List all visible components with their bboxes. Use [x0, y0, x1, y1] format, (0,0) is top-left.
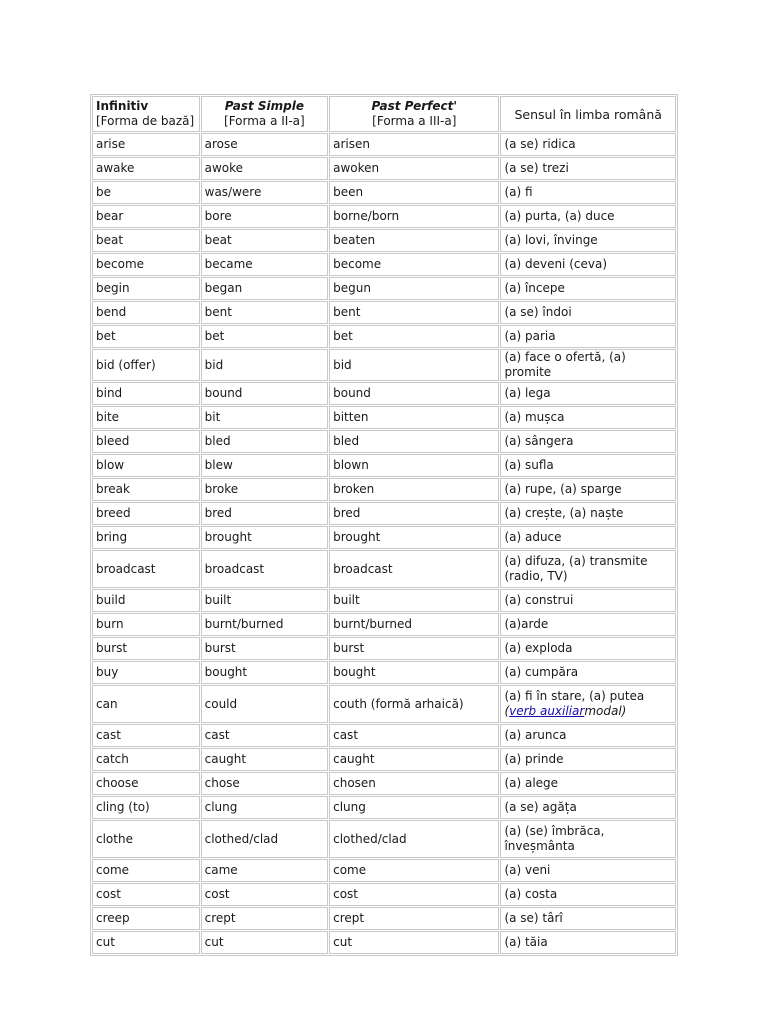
cell-infinitive: arise — [92, 133, 200, 156]
header-past-simple-subtitle: [Forma a II-a] — [224, 114, 305, 128]
header-past-perfect-title: Past Perfect' — [371, 99, 458, 113]
cell-past-simple: brought — [201, 526, 328, 549]
cell-infinitive: cast — [92, 724, 200, 747]
cell-romanian-open-paren: ( — [504, 704, 510, 718]
cell-infinitive: creep — [92, 907, 200, 930]
cell-past-perfect: caught — [329, 748, 499, 771]
cell-past-perfect: bought — [329, 661, 499, 684]
cell-past-perfect: broadcast — [329, 550, 499, 588]
cell-past-perfect: bred — [329, 502, 499, 525]
cell-infinitive: beat — [92, 229, 200, 252]
table-row — [92, 478, 676, 501]
cell-romanian: (a) prinde — [500, 748, 676, 771]
cell-past-perfect: come — [329, 859, 499, 882]
table-row — [92, 430, 676, 453]
cell-romanian: (a se) ridica — [500, 133, 676, 156]
cell-infinitive: can — [92, 685, 200, 723]
cell-past-simple: broke — [201, 478, 328, 501]
cell-past-perfect: bitten — [329, 406, 499, 429]
cell-infinitive: broadcast — [92, 550, 200, 588]
cell-past-simple: bound — [201, 382, 328, 405]
table-row — [92, 157, 676, 180]
cell-infinitive: bleed — [92, 430, 200, 453]
table-row — [92, 454, 676, 477]
table-row — [92, 277, 676, 300]
verb-auxiliar-link[interactable]: verb auxiliar — [509, 704, 585, 718]
table-row — [92, 859, 676, 882]
table-row — [92, 772, 676, 795]
cell-past-perfect: crept — [329, 907, 499, 930]
cell-infinitive: be — [92, 181, 200, 204]
header-infinitive-title: Infinitiv — [96, 99, 149, 113]
cell-romanian-suffix: modal) — [584, 704, 627, 718]
cell-past-perfect: burnt/burned — [329, 613, 499, 636]
table-row — [92, 406, 676, 429]
cell-past-perfect: broken — [329, 478, 499, 501]
cell-infinitive: bid (offer) — [92, 349, 200, 381]
cell-infinitive: clothe — [92, 820, 200, 858]
cell-romanian: (a) purta, (a) duce — [500, 205, 676, 228]
cell-past-perfect: blown — [329, 454, 499, 477]
cell-romanian: (a) fi — [500, 181, 676, 204]
cell-romanian: (a) lovi, învinge — [500, 229, 676, 252]
table-row — [92, 820, 676, 858]
cell-romanian: (a) exploda — [500, 637, 676, 660]
cell-past-simple: came — [201, 859, 328, 882]
cell-romanian: (a)arde — [500, 613, 676, 636]
cell-past-simple: began — [201, 277, 328, 300]
cell-romanian: (a se) târî — [500, 907, 676, 930]
cell-infinitive: bet — [92, 325, 200, 348]
cell-past-simple: beat — [201, 229, 328, 252]
cell-past-perfect: bent — [329, 301, 499, 324]
table-row — [92, 883, 676, 906]
table-row — [92, 550, 676, 588]
cell-infinitive: bite — [92, 406, 200, 429]
cell-past-simple: was/were — [201, 181, 328, 204]
cell-past-perfect: clung — [329, 796, 499, 819]
cell-past-simple: bled — [201, 430, 328, 453]
cell-past-simple: bore — [201, 205, 328, 228]
table-row — [92, 325, 676, 348]
cell-infinitive: bear — [92, 205, 200, 228]
cell-infinitive: break — [92, 478, 200, 501]
cell-romanian: (a) veni — [500, 859, 676, 882]
table-row — [92, 931, 676, 954]
table-row — [92, 253, 676, 276]
cell-past-simple: broadcast — [201, 550, 328, 588]
cell-past-perfect: arisen — [329, 133, 499, 156]
header-infinitive-subtitle: [Forma de bază] — [96, 114, 195, 128]
cell-romanian: (a) aduce — [500, 526, 676, 549]
cell-infinitive: buy — [92, 661, 200, 684]
cell-infinitive: build — [92, 589, 200, 612]
irregular-verbs-table — [90, 94, 678, 956]
cell-past-simple: cast — [201, 724, 328, 747]
cell-past-perfect: borne/born — [329, 205, 499, 228]
cell-past-simple: cost — [201, 883, 328, 906]
cell-infinitive: bind — [92, 382, 200, 405]
cell-past-simple: bid — [201, 349, 328, 381]
cell-past-perfect: beaten — [329, 229, 499, 252]
cell-past-perfect: bet — [329, 325, 499, 348]
cell-past-perfect: cost — [329, 883, 499, 906]
table-row — [92, 907, 676, 930]
header-past-perfect — [329, 96, 499, 132]
table-row — [92, 301, 676, 324]
cell-romanian: (a) lega — [500, 382, 676, 405]
cell-infinitive: burst — [92, 637, 200, 660]
cell-infinitive: begin — [92, 277, 200, 300]
table-row — [92, 748, 676, 771]
cell-past-simple: bred — [201, 502, 328, 525]
cell-romanian: (a) arunca — [500, 724, 676, 747]
cell-past-simple: clothed/clad — [201, 820, 328, 858]
table-row — [92, 637, 676, 660]
cell-infinitive: bring — [92, 526, 200, 549]
cell-infinitive: cling (to) — [92, 796, 200, 819]
table-row — [92, 502, 676, 525]
cell-romanian: (a se) trezi — [500, 157, 676, 180]
cell-infinitive: catch — [92, 748, 200, 771]
table-row — [92, 589, 676, 612]
cell-past-simple: burst — [201, 637, 328, 660]
cell-romanian: (a) costa — [500, 883, 676, 906]
cell-romanian: (a) rupe, (a) sparge — [500, 478, 676, 501]
table-body — [92, 133, 676, 954]
cell-past-simple: crept — [201, 907, 328, 930]
table-row — [92, 382, 676, 405]
table-row — [92, 685, 676, 723]
cell-past-simple: chose — [201, 772, 328, 795]
cell-infinitive: bend — [92, 301, 200, 324]
cell-past-perfect: been — [329, 181, 499, 204]
cell-romanian: (a) mușca — [500, 406, 676, 429]
cell-past-simple: awoke — [201, 157, 328, 180]
table-header — [92, 96, 676, 132]
cell-past-perfect: cast — [329, 724, 499, 747]
header-past-simple-title: Past Simple — [224, 99, 305, 113]
cell-romanian: (a se) agăța — [500, 796, 676, 819]
cell-past-simple: arose — [201, 133, 328, 156]
header-past-simple — [201, 96, 328, 132]
table-row — [92, 133, 676, 156]
table-row — [92, 796, 676, 819]
cell-romanian: (a) difuza, (a) transmite (radio, TV) — [500, 550, 676, 588]
cell-past-simple: bet — [201, 325, 328, 348]
cell-romanian: (a se) îndoi — [500, 301, 676, 324]
cell-past-perfect: begun — [329, 277, 499, 300]
cell-past-simple: clung — [201, 796, 328, 819]
table-row — [92, 229, 676, 252]
cell-romanian — [500, 685, 676, 723]
cell-past-perfect: bid — [329, 349, 499, 381]
cell-romanian: (a) tăia — [500, 931, 676, 954]
cell-romanian: (a) construi — [500, 589, 676, 612]
cell-romanian: (a) sângera — [500, 430, 676, 453]
cell-past-simple: caught — [201, 748, 328, 771]
table-row — [92, 205, 676, 228]
cell-romanian: (a) începe — [500, 277, 676, 300]
cell-past-perfect: couth (formă arhaică) — [329, 685, 499, 723]
cell-infinitive: burn — [92, 613, 200, 636]
cell-past-perfect: bound — [329, 382, 499, 405]
cell-past-simple: became — [201, 253, 328, 276]
cell-romanian: (a) deveni (ceva) — [500, 253, 676, 276]
cell-infinitive: become — [92, 253, 200, 276]
header-row — [92, 96, 676, 132]
cell-infinitive: blow — [92, 454, 200, 477]
cell-infinitive: awake — [92, 157, 200, 180]
cell-infinitive: cost — [92, 883, 200, 906]
header-past-perfect-subtitle: [Forma a III-a] — [372, 114, 457, 128]
table-row — [92, 349, 676, 381]
cell-past-perfect: awoken — [329, 157, 499, 180]
header-romanian: Sensul în limba română — [500, 96, 676, 132]
cell-past-simple: bought — [201, 661, 328, 684]
cell-romanian: (a) crește, (a) naște — [500, 502, 676, 525]
cell-past-simple: blew — [201, 454, 328, 477]
cell-past-simple: built — [201, 589, 328, 612]
cell-past-simple: bit — [201, 406, 328, 429]
table-row — [92, 724, 676, 747]
cell-romanian: (a) sufla — [500, 454, 676, 477]
cell-infinitive: cut — [92, 931, 200, 954]
header-infinitive — [92, 96, 200, 132]
cell-past-simple: burnt/burned — [201, 613, 328, 636]
cell-romanian-prefix: (a) fi în stare, (a) putea — [504, 689, 645, 703]
cell-past-simple: cut — [201, 931, 328, 954]
cell-infinitive: choose — [92, 772, 200, 795]
cell-past-perfect: cut — [329, 931, 499, 954]
cell-infinitive: come — [92, 859, 200, 882]
cell-past-simple: could — [201, 685, 328, 723]
cell-romanian: (a) (se) îmbrăca, înveșmânta — [500, 820, 676, 858]
cell-past-perfect: burst — [329, 637, 499, 660]
cell-romanian: (a) cumpăra — [500, 661, 676, 684]
cell-infinitive: breed — [92, 502, 200, 525]
cell-past-simple: bent — [201, 301, 328, 324]
cell-past-perfect: chosen — [329, 772, 499, 795]
cell-past-perfect: clothed/clad — [329, 820, 499, 858]
table-row — [92, 661, 676, 684]
cell-past-perfect: become — [329, 253, 499, 276]
cell-romanian: (a) face o ofertă, (a) promite — [500, 349, 676, 381]
cell-romanian: (a) alege — [500, 772, 676, 795]
table-row — [92, 613, 676, 636]
cell-past-perfect: bled — [329, 430, 499, 453]
table-row — [92, 181, 676, 204]
cell-romanian: (a) paria — [500, 325, 676, 348]
cell-past-perfect: brought — [329, 526, 499, 549]
cell-past-perfect: built — [329, 589, 499, 612]
table-row — [92, 526, 676, 549]
